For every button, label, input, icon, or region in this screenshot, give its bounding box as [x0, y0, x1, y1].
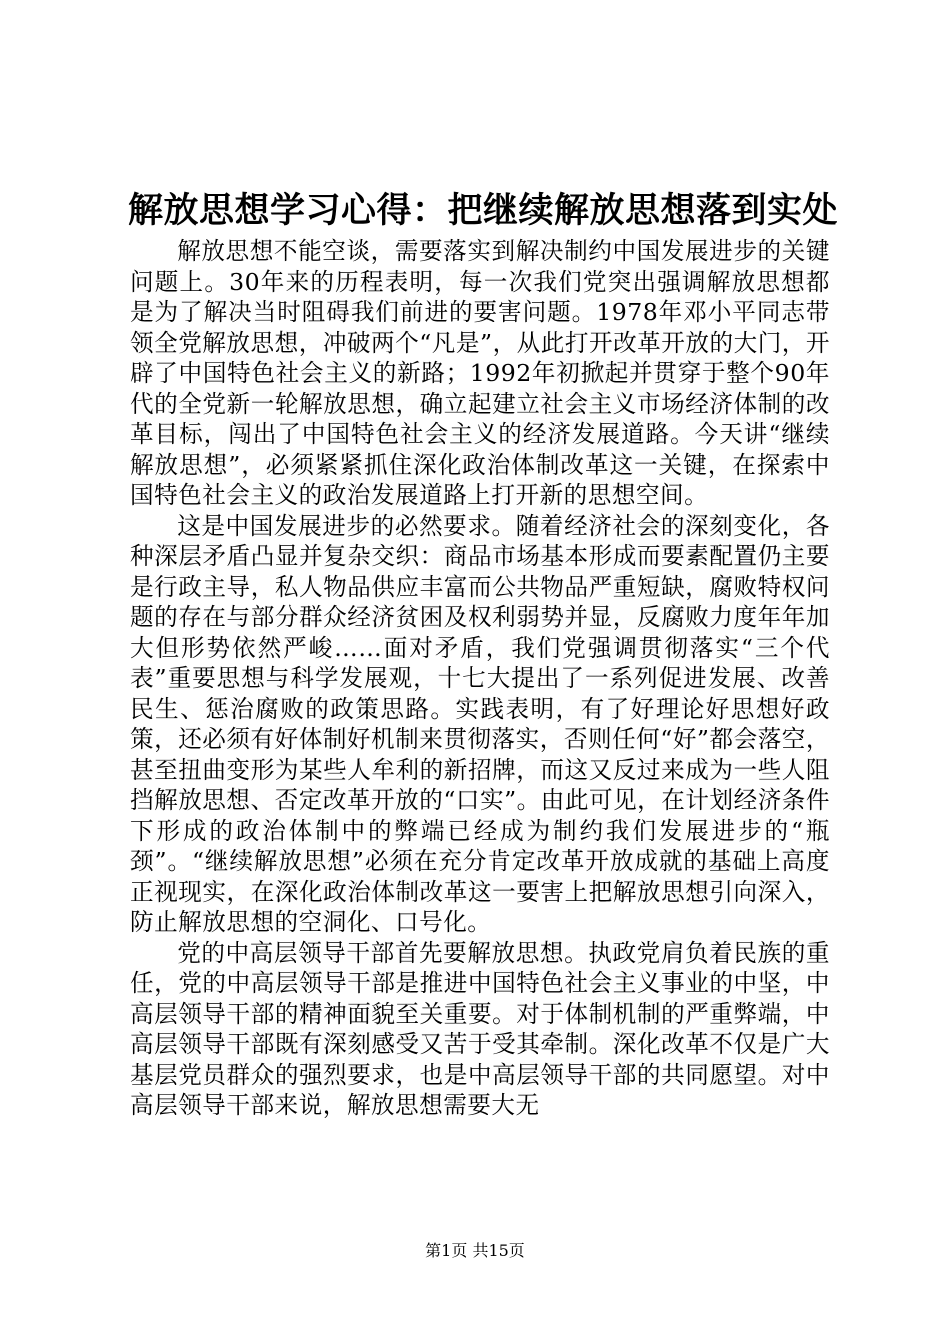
- body-paragraph-1: 解放思想不能空谈，需要落实到解决制约中国发展进步的关键问题上。30年来的历程表明，每一次我们党突出强调解放思想都是为了解决当时阻碍我们前进的要害问题。1978年邓小平同志带领全党解放思想，冲破两个“凡是”，从此打开改革开放的大门，开辟了中国特色社会主义的新路；1992年初掀起并贯穿于整个90年代的全党新一轮解放思想，确立起建立社会主义市场经济体制的改革目标，闯出了中国特色社会主义的经济发展道路。今天讲“继续解放思想”，必须紧紧抓住深化政治体制改革这一关键，在探索中国特色社会主义的政治发展道路上打开新的思想空间。: [130, 237, 830, 509]
- document-body: [130, 236, 830, 1121]
- body-paragraph-2: 这是中国发展进步的必然要求。随着经济社会的深刻变化，各种深层矛盾凸显并复杂交织：商品市场基本形成而要素配置仍主要是行政主导，私人物品供应丰富而公共物品严重短缺，腐败特权问题的存在与部分群众经济贫困及权利弱势并显，反腐败力度年年加大但形势依然严峻……面对矛盾，我们党强调贯彻落实“三个代表”重要思想与科学发展观，十七大提出了一系列促进发展、改善民生、惩治腐败的政策思路。实践表明，有了好理论好思想好政策，还必须有好体制好机制来贯彻落实，否则任何“好”都会落空，甚至扭曲变形为某些人牟利的新招牌，而这又反过来成为一些人阻挡解放思想、否定改革开放的“口实”。由此可见，在计划经济条件下形成的政治体制中的弊端已经成为制约我们发展进步的“瓶颈”。“继续解放思想”必须在充分肯定改革开放成就的基础上高度正视现实，在深化政治体制改革这一要害上把解放思想引向深入，防止解放思想的空洞化、口号化。: [130, 511, 830, 936]
- document-title: 解放思想学习心得：把继续解放思想落到实处: [128, 190, 839, 231]
- page-number-footer: 第1页 共15页: [425, 1241, 525, 1260]
- body-paragraph-3: 党的中高层领导干部首先要解放思想。执政党肩负着民族的重任，党的中高层领导干部是推进中国特色社会主义事业的中坚，中高层领导干部的精神面貌至关重要。对于体制机制的严重弊端，中高层领导干部既有深刻感受又苦于受其牵制。深化改革不仅是广大基层党员群众的强烈要求，也是中高层领导干部的共同愿望。对中高层领导干部来说，解放思想需要大无: [130, 938, 830, 1119]
